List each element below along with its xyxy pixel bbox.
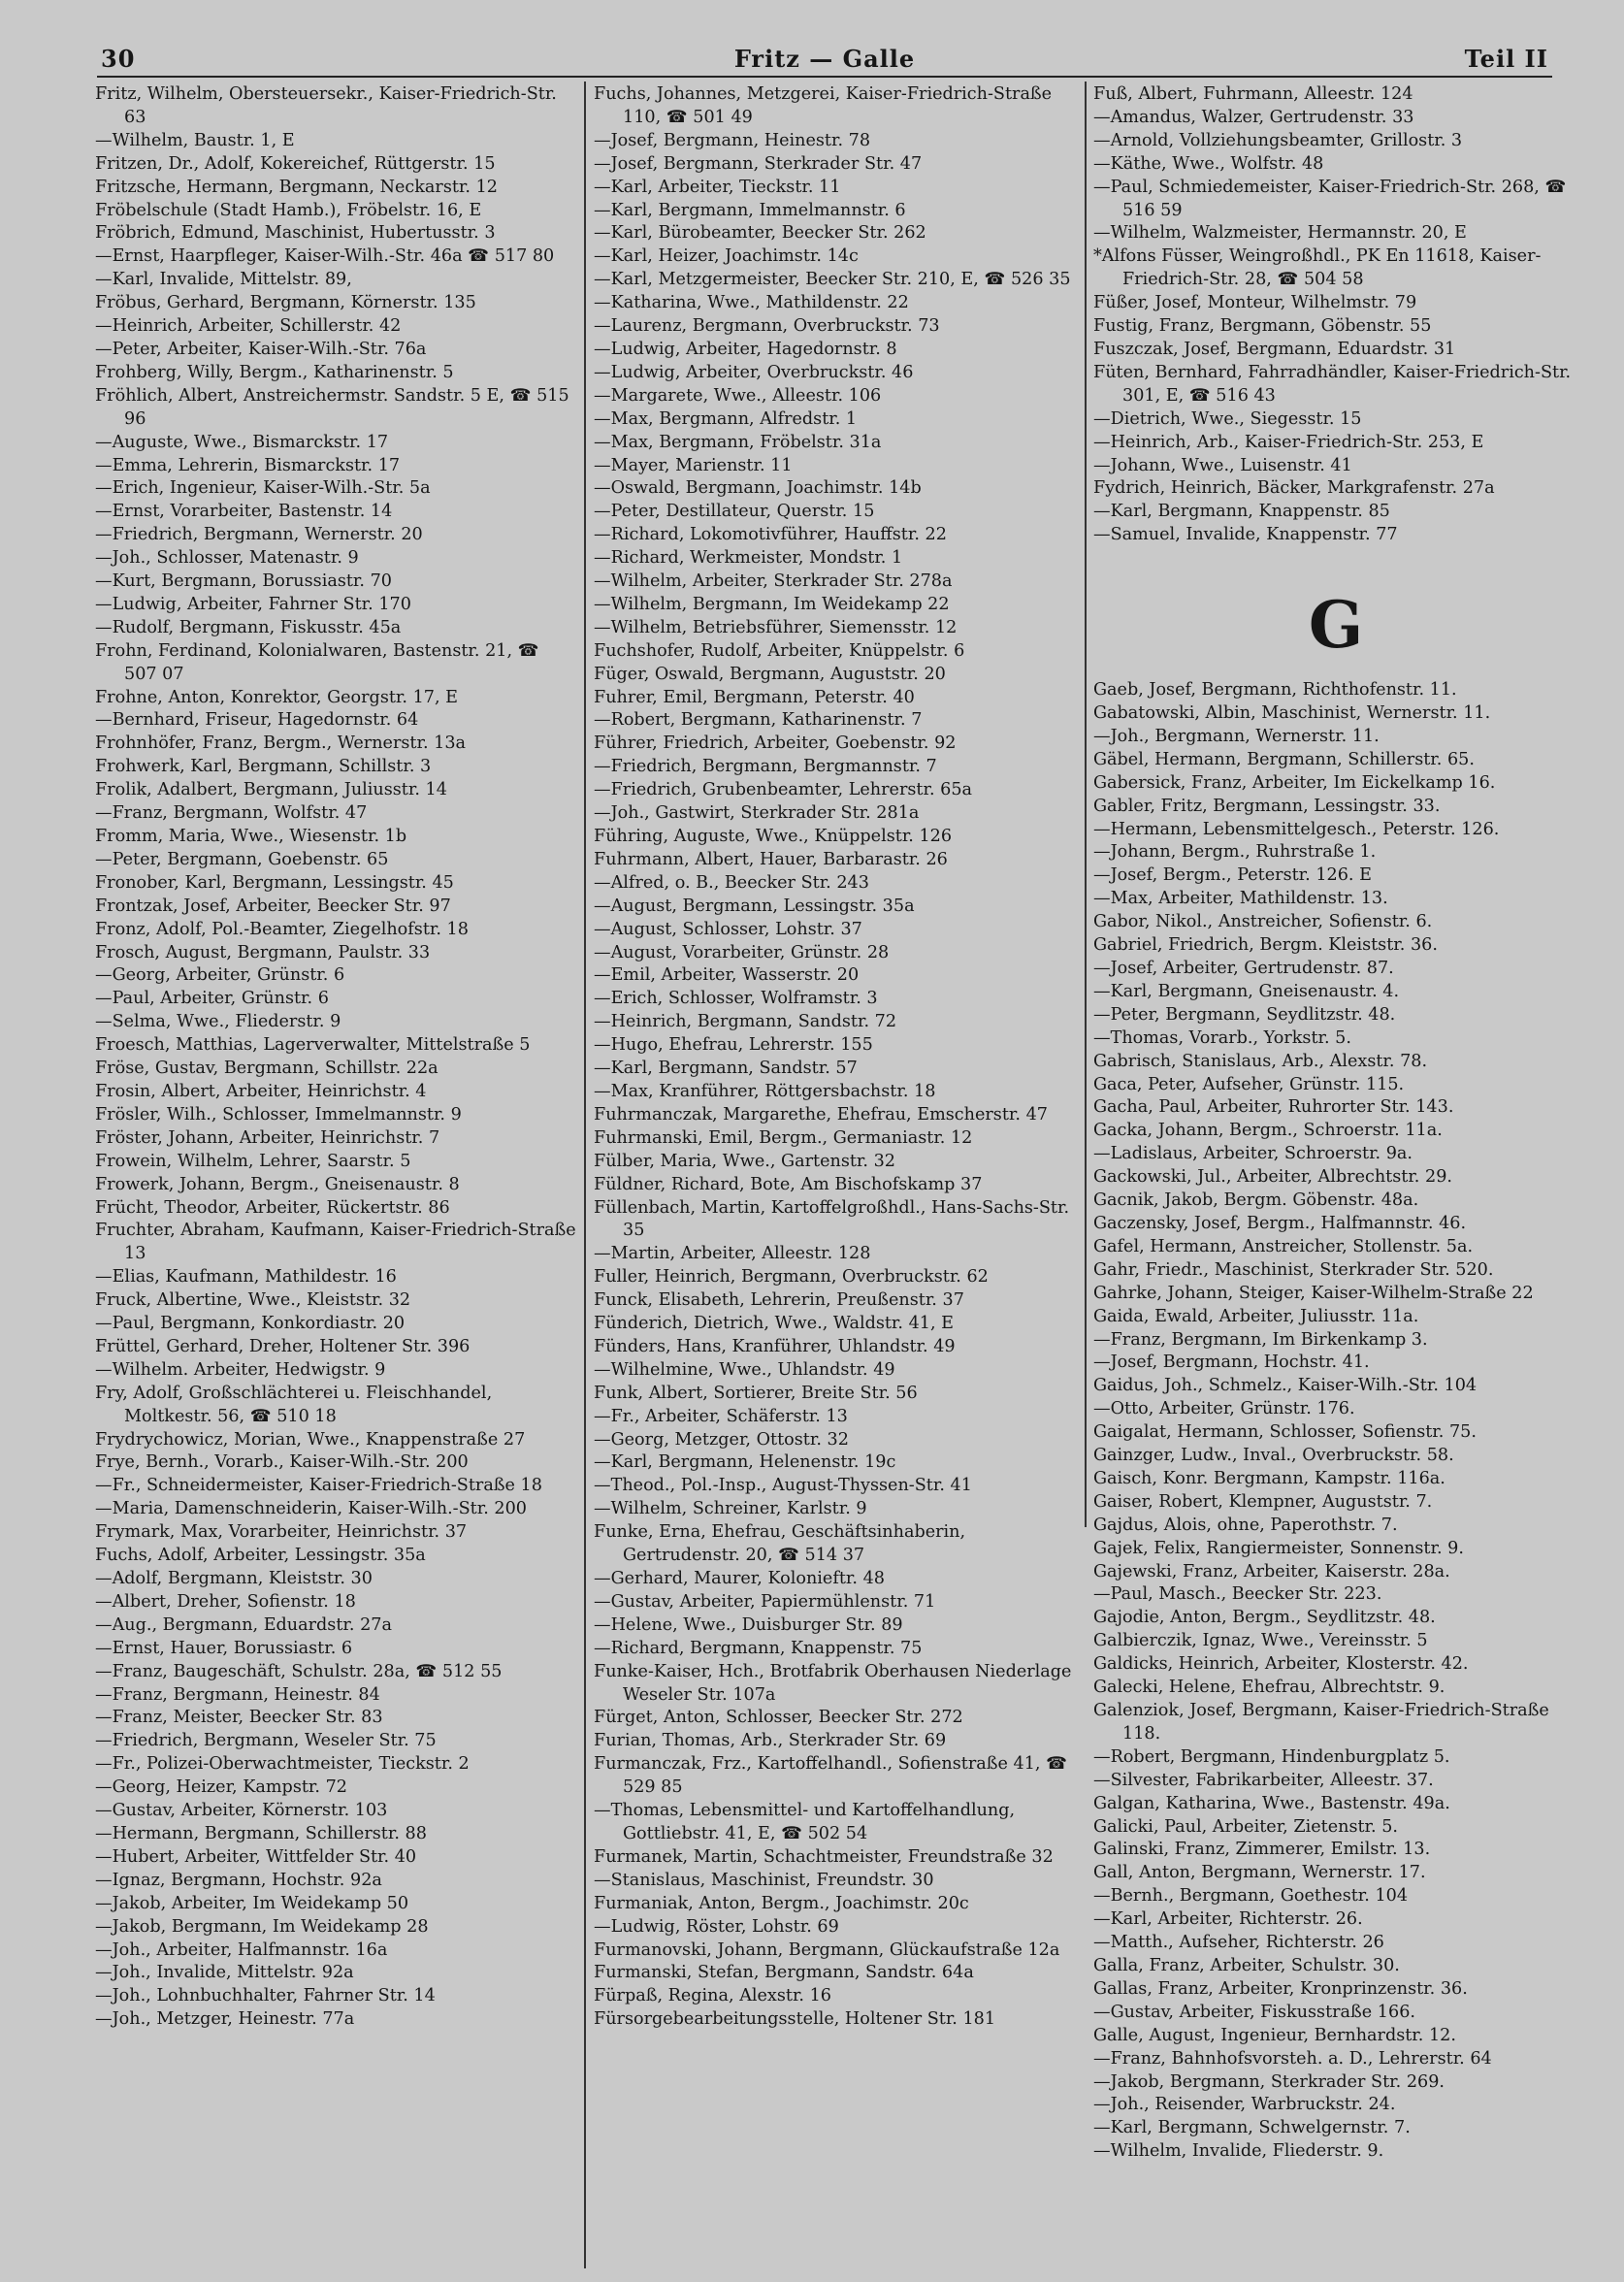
column-1 bbox=[95, 83, 576, 2266]
directory-entry: Frye, Bernh., Vorarb., Kaiser-Wilh.-Str. 200 bbox=[95, 1452, 469, 1473]
directory-entry: —Ignaz, Bergmann, Hochstr. 92a bbox=[95, 1870, 382, 1890]
directory-entry: —Richard, Werkmeister, Mondstr. 1 bbox=[594, 548, 903, 569]
directory-entry: Fritzen, Dr., Adolf, Kokereichef, Rüttgerstr. 15 bbox=[95, 153, 496, 174]
directory-entry: —Arnold, Vollziehungsbeamter, Grillostr. 3 bbox=[1093, 130, 1463, 150]
directory-entry: Füldner, Richard, Bote, Am Bischofskamp 37 bbox=[594, 1174, 983, 1194]
directory-entry: Furmaniak, Anton, Bergm., Joachimstr. 20c bbox=[594, 1893, 969, 1913]
directory-entry: —Friedrich, Bergmann, Bergmannstr. 7 bbox=[594, 757, 937, 777]
directory-entry: Fülber, Maria, Wwe., Gartenstr. 32 bbox=[594, 1151, 895, 1171]
directory-entry: Gaida, Ewald, Arbeiter, Juliusstr. 11a. bbox=[1093, 1306, 1419, 1326]
directory-entry: —Thomas, Lebensmittel- und Kartoffelhandlung, Gottliebstr. 41, E, ☎ 502 54 bbox=[594, 1801, 1016, 1843]
directory-entry: Frosch, August, Bergmann, Paulstr. 33 bbox=[95, 942, 431, 962]
column-3-top bbox=[1093, 83, 1578, 547]
directory-entry: Frymark, Max, Vorarbeiter, Heinrichstr. 37 bbox=[95, 1522, 468, 1543]
directory-entry: Fünderich, Dietrich, Wwe., Waldstr. 41, E bbox=[594, 1314, 955, 1334]
directory-entry: —Joh., Arbeiter, Halfmannstr. 16a bbox=[95, 1940, 388, 1960]
directory-entry: Galbierczik, Ignaz, Wwe., Vereinsstr. 5 bbox=[1093, 1631, 1428, 1651]
directory-entry: —Georg, Heizer, Kampstr. 72 bbox=[95, 1777, 347, 1798]
directory-entry: —Theod., Pol.-Insp., August-Thyssen-Str. 41 bbox=[594, 1476, 972, 1496]
directory-entry: —Wilhelm, Schreiner, Karlstr. 9 bbox=[594, 1499, 867, 1519]
directory-entry: —Wilhelm. Arbeiter, Hedwigstr. 9 bbox=[95, 1359, 386, 1380]
directory-entry: —Hermann, Lebensmittelgesch., Peterstr. 126. bbox=[1093, 819, 1500, 839]
directory-entry: —Karl, Heizer, Joachimstr. 14c bbox=[594, 246, 859, 267]
directory-entry: —Silvester, Fabrikarbeiter, Alleestr. 37. bbox=[1093, 1770, 1434, 1790]
page-number: 30 bbox=[101, 45, 136, 73]
directory-entry: Gäbel, Hermann, Bergmann, Schillerstr. 65. bbox=[1093, 749, 1475, 769]
directory-entry: Gajodie, Anton, Bergm., Seydlitzstr. 48. bbox=[1093, 1608, 1436, 1628]
directory-entry: Fustig, Franz, Bergmann, Göbenstr. 55 bbox=[1093, 316, 1432, 337]
directory-entry: Galinski, Franz, Zimmerer, Emilstr. 13. bbox=[1093, 1840, 1431, 1860]
directory-entry: Gabriel, Friedrich, Bergm. Kleiststr. 36. bbox=[1093, 935, 1438, 956]
directory-entry: —Josef, Arbeiter, Gertrudenstr. 87. bbox=[1093, 959, 1394, 978]
directory-entry: Gaisch, Konr. Bergmann, Kampstr. 116a. bbox=[1093, 1468, 1445, 1488]
directory-entry: Froesch, Matthias, Lagerverwalter, Mittelstraße 5 bbox=[95, 1035, 531, 1056]
directory-entry: —Karl, Bergmann, Schwelgernstr. 7. bbox=[1093, 2118, 1411, 2138]
directory-entry: Fuszczak, Josef, Bergmann, Eduardstr. 31 bbox=[1093, 339, 1456, 359]
directory-entry: —Paul, Schmiedemeister, Kaiser-Friedrich-Str. 268, ☎ 516 59 bbox=[1093, 177, 1567, 220]
directory-entry: —Franz, Bergmann, Im Birkenkamp 3. bbox=[1093, 1329, 1428, 1350]
directory-entry: —Friedrich, Grubenbeamter, Lehrerstr. 65a bbox=[594, 780, 973, 800]
directory-entry: —Wilhelm, Walzmeister, Hermannstr. 20, E bbox=[1093, 223, 1467, 244]
directory-entry: —Richard, Bergmann, Knappenstr. 75 bbox=[594, 1638, 923, 1658]
directory-entry: Galdicks, Heinrich, Arbeiter, Klosterstr. 42. bbox=[1093, 1654, 1469, 1675]
directory-entry: —Elias, Kaufmann, Mathildestr. 16 bbox=[95, 1267, 397, 1288]
directory-entry: —Thomas, Vorarb., Yorkstr. 5. bbox=[1093, 1027, 1351, 1048]
directory-entry: —Ludwig, Arbeiter, Fahrner Str. 170 bbox=[95, 594, 411, 614]
directory-entry: —Mayer, Marienstr. 11 bbox=[594, 455, 793, 475]
directory-entry: —Franz, Meister, Beecker Str. 83 bbox=[95, 1708, 383, 1728]
directory-entry: —Peter, Bergmann, Goebenstr. 65 bbox=[95, 849, 389, 869]
directory-entry: —Katharina, Wwe., Mathildenstr. 22 bbox=[594, 293, 909, 313]
directory-entry: Frösler, Wilh., Schlosser, Immelmannstr. 9 bbox=[95, 1104, 462, 1125]
directory-entry: —Peter, Arbeiter, Kaiser-Wilh.-Str. 76a bbox=[95, 339, 427, 359]
directory-entry: —Rudolf, Bergmann, Fiskusstr. 45a bbox=[95, 617, 402, 637]
directory-entry: Fry, Adolf, Großschlächterei u. Fleischhandel, Moltkestr. 56, ☎ 510 18 bbox=[95, 1383, 493, 1426]
directory-entry: Führing, Auguste, Wwe., Knüppelstr. 126 bbox=[594, 827, 953, 846]
directory-entry: —Josef, Bergm., Peterstr. 126. E bbox=[1093, 865, 1372, 886]
directory-entry: —Heinrich, Bergmann, Sandstr. 72 bbox=[594, 1012, 897, 1032]
directory-entry: Gacha, Paul, Arbeiter, Ruhrorter Str. 143. bbox=[1093, 1097, 1454, 1118]
directory-entry: Gall, Anton, Bergmann, Wernerstr. 17. bbox=[1093, 1863, 1426, 1883]
directory-entry: Gaidus, Joh., Schmelz., Kaiser-Wilh.-Str. 104 bbox=[1093, 1376, 1478, 1396]
directory-entry: Gaca, Peter, Aufseher, Grünstr. 115. bbox=[1093, 1074, 1405, 1094]
directory-entry: Fürget, Anton, Schlosser, Beecker Str. 272 bbox=[594, 1708, 963, 1728]
directory-entry: Gaczensky, Josef, Bergm., Halfmannstr. 46. bbox=[1093, 1213, 1467, 1233]
directory-entry: —Amandus, Walzer, Gertrudenstr. 33 bbox=[1093, 107, 1414, 127]
directory-entry: Frohnhöfer, Franz, Bergm., Wernerstr. 13a bbox=[95, 734, 467, 754]
directory-entry: Galicki, Paul, Arbeiter, Zietenstr. 5. bbox=[1093, 1816, 1398, 1837]
directory-entry: Fruck, Albertine, Wwe., Kleiststr. 32 bbox=[95, 1290, 411, 1311]
directory-entry: —Joh., Lohnbuchhalter, Fahrner Str. 14 bbox=[95, 1986, 436, 2006]
directory-entry: —Alfred, o. B., Beecker Str. 243 bbox=[594, 872, 869, 893]
directory-entry: Fuhrer, Emil, Bergmann, Peterstr. 40 bbox=[594, 687, 915, 707]
directory-entry: Gacka, Johann, Bergm., Schroerstr. 11a. bbox=[1093, 1121, 1443, 1141]
directory-entry: —Max, Arbeiter, Mathildenstr. 13. bbox=[1093, 889, 1388, 909]
directory-entry: —Karl, Bergmann, Sandstr. 57 bbox=[594, 1059, 858, 1079]
directory-entry: Frosin, Albert, Arbeiter, Heinrichstr. 4 bbox=[95, 1081, 427, 1101]
directory-entry: —Franz, Baugeschäft, Schulstr. 28a, ☎ 512 55 bbox=[95, 1661, 503, 1681]
directory-entry: —Adolf, Bergmann, Kleiststr. 30 bbox=[95, 1569, 373, 1588]
directory-entry: —Ernst, Vorarbeiter, Bastenstr. 14 bbox=[95, 502, 393, 522]
directory-entry: —Fr., Arbeiter, Schäferstr. 13 bbox=[594, 1406, 848, 1426]
directory-entry: —Robert, Bergmann, Katharinenstr. 7 bbox=[594, 710, 923, 731]
directory-entry: Fronober, Karl, Bergmann, Lessingstr. 45 bbox=[95, 872, 454, 893]
directory-entry: Gabersick, Franz, Arbeiter, Im Eickelkamp 16. bbox=[1093, 772, 1496, 793]
directory-entry: —Karl, Arbeiter, Richterstr. 26. bbox=[1093, 1909, 1363, 1930]
directory-entry: —Karl, Bergmann, Immelmannstr. 6 bbox=[594, 200, 906, 220]
directory-entry: Frohne, Anton, Konrektor, Georgstr. 17, E bbox=[95, 687, 458, 707]
directory-entry: —Karl, Arbeiter, Tieckstr. 11 bbox=[594, 177, 841, 197]
directory-entry: Frowerk, Johann, Bergm., Gneisenaustr. 8 bbox=[95, 1174, 460, 1194]
directory-entry: Fröbelschule (Stadt Hamb.), Fröbelstr. 16, E bbox=[95, 200, 482, 220]
directory-entry: —Max, Kranführer, Röttgersbachstr. 18 bbox=[594, 1081, 936, 1101]
column-3-bottom bbox=[1093, 679, 1578, 2164]
directory-entry: —Josef, Bergmann, Heinestr. 78 bbox=[594, 130, 871, 150]
directory-entry: —Fr., Polizei-Oberwachtmeister, Tieckstr. 2 bbox=[95, 1754, 470, 1775]
directory-entry: Fronz, Adolf, Pol.-Beamter, Ziegelhofstr. 18 bbox=[95, 919, 469, 939]
directory-entry: —Karl, Metzgermeister, Beecker Str. 210, E, ☎ 526 35 bbox=[594, 270, 1071, 290]
directory-entry: —Jakob, Bergmann, Im Weidekamp 28 bbox=[95, 1916, 429, 1937]
directory-entry: —Wilhelmine, Wwe., Uhlandstr. 49 bbox=[594, 1359, 895, 1380]
directory-entry: —Franz, Bahnhofsvorsteh. a. D., Lehrerstr. 64 bbox=[1093, 2048, 1492, 2069]
directory-entry: Gahr, Friedr., Maschinist, Sterkrader Str. 520. bbox=[1093, 1259, 1494, 1280]
directory-entry: —Georg, Metzger, Ottostr. 32 bbox=[594, 1429, 849, 1450]
directory-entry: Gaiser, Robert, Klempner, Auguststr. 7. bbox=[1093, 1491, 1433, 1512]
directory-entry: —Stanislaus, Maschinist, Freundstr. 30 bbox=[594, 1870, 934, 1890]
directory-entry: Gaigalat, Hermann, Schlosser, Sofienstr. 75. bbox=[1093, 1422, 1477, 1443]
directory-entry: —Franz, Bergmann, Wolfstr. 47 bbox=[95, 803, 368, 824]
directory-entry: Furmanek, Martin, Schachtmeister, Freundstraße 32 bbox=[594, 1846, 1054, 1867]
directory-entry: —Oswald, Bergmann, Joachimstr. 14b bbox=[594, 478, 922, 499]
directory-entry: —Ernst, Hauer, Borussiastr. 6 bbox=[95, 1638, 353, 1658]
directory-entry: Galle, August, Ingenieur, Bernhardstr. 12. bbox=[1093, 2025, 1456, 2045]
directory-entry: —Jakob, Bergmann, Sterkrader Str. 269. bbox=[1093, 2071, 1445, 2092]
directory-entry: —Ludwig, Arbeiter, Hagedornstr. 8 bbox=[594, 339, 897, 359]
directory-entry: Gaeb, Josef, Bergmann, Richthofenstr. 11. bbox=[1093, 680, 1457, 701]
directory-entry: —Samuel, Invalide, Knappenstr. 77 bbox=[1093, 525, 1398, 545]
directory-entry: —Helene, Wwe., Duisburger Str. 89 bbox=[594, 1614, 903, 1635]
directory-entry: —Erich, Schlosser, Wolframstr. 3 bbox=[594, 989, 878, 1009]
directory-entry: Früttel, Gerhard, Dreher, Holtener Str. 396 bbox=[95, 1336, 471, 1356]
directory-entry: Galenziok, Josef, Bergmann, Kaiser-Friedrich-Straße 118. bbox=[1093, 1701, 1549, 1744]
directory-entry: Galla, Franz, Arbeiter, Schulstr. 30. bbox=[1093, 1955, 1400, 1975]
directory-entry: Gahrke, Johann, Steiger, Kaiser-Wilhelm-Straße 22 bbox=[1093, 1283, 1534, 1303]
directory-entry: Gabor, Nikol., Anstreicher, Sofienstr. 6. bbox=[1093, 912, 1433, 932]
directory-entry: —August, Bergmann, Lessingstr. 35a bbox=[594, 896, 915, 916]
directory-entry: —Josef, Bergmann, Sterkrader Str. 47 bbox=[594, 153, 923, 174]
directory-entry: —Maria, Damenschneiderin, Kaiser-Wilh.-Str. 200 bbox=[95, 1499, 527, 1519]
directory-entry: —Heinrich, Arb., Kaiser-Friedrich-Str. 253, E bbox=[1093, 432, 1484, 452]
section-letter: G bbox=[1308, 587, 1364, 664]
directory-entry: Gajek, Felix, Rangiermeister, Sonnenstr. 9. bbox=[1093, 1538, 1464, 1558]
directory-entry: Gajewski, Franz, Arbeiter, Kaiserstr. 28a. bbox=[1093, 1561, 1450, 1581]
directory-entry: Fuchshofer, Rudolf, Arbeiter, Knüppelstr. 6 bbox=[594, 640, 965, 661]
directory-entry: Fuhrmanski, Emil, Bergm., Germaniastr. 12 bbox=[594, 1127, 973, 1148]
directory-entry: —Robert, Bergmann, Hindenburgplatz 5. bbox=[1093, 1746, 1450, 1767]
directory-entry: Fuhrmann, Albert, Hauer, Barbarastr. 26 bbox=[594, 849, 948, 869]
directory-entry: —Karl, Invalide, Mittelstr. 89, bbox=[95, 270, 352, 290]
directory-entry: —Emil, Arbeiter, Wasserstr. 20 bbox=[594, 965, 860, 986]
directory-entry: Fromm, Maria, Wwe., Wiesenstr. 1b bbox=[95, 827, 407, 846]
directory-entry: Füten, Bernhard, Fahrradhändler, Kaiser-Friedrich-Str. 301, E, ☎ 516 43 bbox=[1093, 362, 1572, 406]
directory-entry: —Bernh., Bergmann, Goethestr. 104 bbox=[1093, 1886, 1409, 1907]
directory-entry: Gallas, Franz, Arbeiter, Kronprinzenstr. 36. bbox=[1093, 1978, 1468, 1999]
directory-entry: Gafel, Hermann, Anstreicher, Stollenstr. 5a. bbox=[1093, 1236, 1474, 1256]
directory-entry: Fuhrmanczak, Margarethe, Ehefrau, Emscherstr. 47 bbox=[594, 1104, 1048, 1125]
directory-entry: —Hubert, Arbeiter, Wittfelder Str. 40 bbox=[95, 1846, 417, 1867]
directory-entry: Furmanczak, Frz., Kartoffelhandl., Sofienstraße 41, ☎ 529 85 bbox=[594, 1754, 1068, 1798]
directory-entry: —Wilhelm, Bergmann, Im Weidekamp 22 bbox=[594, 594, 950, 614]
directory-entry: —Georg, Arbeiter, Grünstr. 6 bbox=[95, 965, 345, 986]
directory-entry: Frohberg, Willy, Bergm., Katharinenstr. 5 bbox=[95, 362, 454, 382]
directory-entry: —Gerhard, Maurer, Kolonieftr. 48 bbox=[594, 1569, 885, 1588]
page-title: Fritz — Galle bbox=[733, 45, 916, 73]
directory-entry: —Erich, Ingenieur, Kaiser-Wilh.-Str. 5a bbox=[95, 478, 431, 499]
directory-entry: —Joh., Bergmann, Wernerstr. 11. bbox=[1093, 726, 1380, 746]
directory-entry: —Otto, Arbeiter, Grünstr. 176. bbox=[1093, 1399, 1355, 1419]
directory-entry: —Wilhelm, Baustr. 1, E bbox=[95, 130, 295, 150]
directory-entry: Fuß, Albert, Fuhrmann, Alleestr. 124 bbox=[1093, 84, 1413, 104]
directory-entry: Füger, Oswald, Bergmann, Auguststr. 20 bbox=[594, 664, 946, 684]
directory-entry: Fünders, Hans, Kranführer, Uhlandstr. 49 bbox=[594, 1336, 956, 1356]
directory-entry: Galgan, Katharina, Wwe., Bastenstr. 49a. bbox=[1093, 1793, 1450, 1813]
directory-entry: —Hermann, Bergmann, Schillerstr. 88 bbox=[95, 1823, 427, 1843]
directory-entry: —Karl, Bürobeamter, Beecker Str. 262 bbox=[594, 223, 926, 244]
part-label: Teil II bbox=[1464, 45, 1548, 73]
column-2 bbox=[594, 83, 1077, 2266]
directory-entry: Fritzsche, Hermann, Bergmann, Neckarstr. 12 bbox=[95, 177, 498, 197]
directory-entry: —Ernst, Haarpfleger, Kaiser-Wilh.-Str. 46a ☎ 517 80 bbox=[95, 246, 555, 267]
directory-entry: —Karl, Bergmann, Helenenstr. 19c bbox=[594, 1452, 896, 1473]
directory-entry: *Alfons Füsser, Weingroßhdl., PK En 11618, Kaiser-Friedrich-Str. 28, ☎ 504 58 bbox=[1093, 246, 1542, 290]
directory-entry: Fydrich, Heinrich, Bäcker, Markgrafenstr. 27a bbox=[1093, 478, 1495, 499]
directory-entry: —Wilhelm, Betriebsführer, Siemensstr. 12 bbox=[594, 617, 958, 637]
directory-entry: Füßer, Josef, Monteur, Wilhelmstr. 79 bbox=[1093, 293, 1417, 313]
directory-entry: Funck, Elisabeth, Lehrerin, Preußenstr. 37 bbox=[594, 1290, 964, 1311]
directory-entry: —Friedrich, Bergmann, Wernerstr. 20 bbox=[95, 525, 423, 545]
directory-entry: —Joh., Schlosser, Matenastr. 9 bbox=[95, 548, 359, 569]
directory-entry: Fürpaß, Regina, Alexstr. 16 bbox=[594, 1986, 832, 2006]
directory-entry: Funk, Albert, Sortierer, Breite Str. 56 bbox=[594, 1383, 918, 1403]
directory-entry: —Ludwig, Röster, Lohstr. 69 bbox=[594, 1916, 839, 1937]
directory-entry: —Josef, Bergmann, Hochstr. 41. bbox=[1093, 1353, 1370, 1373]
directory-entry: Frydrychowicz, Morian, Wwe., Knappenstraße 27 bbox=[95, 1429, 526, 1450]
directory-entry: Gainzger, Ludw., Inval., Overbruckstr. 58. bbox=[1093, 1446, 1454, 1466]
directory-entry: —Selma, Wwe., Fliederstr. 9 bbox=[95, 1012, 341, 1032]
directory-entry: Fröhlich, Albert, Anstreichermstr. Sandstr. 5 E, ☎ 515 96 bbox=[95, 385, 569, 429]
column-divider bbox=[584, 82, 586, 2268]
directory-entry: —Kurt, Bergmann, Borussiastr. 70 bbox=[95, 571, 392, 592]
directory-entry: —Gustav, Arbeiter, Fiskusstraße 166. bbox=[1093, 2002, 1415, 2022]
directory-entry: Führer, Friedrich, Arbeiter, Goebenstr. 92 bbox=[594, 734, 957, 754]
directory-entry: —Johann, Wwe., Luisenstr. 41 bbox=[1093, 455, 1352, 475]
directory-entry: Fruchter, Abraham, Kaufmann, Kaiser-Friedrich-Straße 13 bbox=[95, 1221, 576, 1264]
directory-entry: —Ludwig, Arbeiter, Overbruckstr. 46 bbox=[594, 362, 914, 382]
directory-entry: —Paul, Arbeiter, Grünstr. 6 bbox=[95, 989, 329, 1009]
directory-entry: —Paul, Bergmann, Konkordiastr. 20 bbox=[95, 1314, 406, 1334]
directory-entry: Fröster, Johann, Arbeiter, Heinrichstr. 7 bbox=[95, 1127, 440, 1148]
directory-entry: —Peter, Destillateur, Querstr. 15 bbox=[594, 502, 875, 522]
directory-entry: —Margarete, Wwe., Alleestr. 106 bbox=[594, 385, 882, 406]
directory-entry: Frücht, Theodor, Arbeiter, Rückertstr. 86 bbox=[95, 1197, 450, 1218]
directory-entry: —Aug., Bergmann, Eduardstr. 27a bbox=[95, 1614, 392, 1635]
directory-entry: —Jakob, Arbeiter, Im Weidekamp 50 bbox=[95, 1893, 409, 1913]
directory-entry: Füllenbach, Martin, Kartoffelgroßhdl., Hans-Sachs-Str. 35 bbox=[594, 1197, 1070, 1241]
directory-entry: Fritz, Wilhelm, Obersteuersekr., Kaiser-Friedrich-Str. 63 bbox=[95, 84, 557, 127]
directory-entry: —Fr., Schneidermeister, Kaiser-Friedrich-Straße 18 bbox=[95, 1476, 542, 1496]
directory-entry: —Franz, Bergmann, Heinestr. 84 bbox=[95, 1684, 380, 1705]
directory-entry: —Peter, Bergmann, Seydlitzstr. 48. bbox=[1093, 1004, 1396, 1025]
directory-entry: Gajdus, Alois, ohne, Paperothstr. 7. bbox=[1093, 1515, 1398, 1535]
directory-entry: —August, Schlosser, Lohstr. 37 bbox=[594, 919, 862, 939]
directory-entry: Fuller, Heinrich, Bergmann, Overbruckstr. 62 bbox=[594, 1267, 989, 1288]
directory-entry: Fürsorgebearbeitungsstelle, Holtener Str. 181 bbox=[594, 2009, 996, 2030]
directory-entry: —Paul, Masch., Beecker Str. 223. bbox=[1093, 1584, 1382, 1605]
column-divider bbox=[1085, 82, 1087, 1527]
directory-entry: Frowein, Wilhelm, Lehrer, Saarstr. 5 bbox=[95, 1151, 411, 1171]
directory-entry: Gabler, Fritz, Bergmann, Lessingstr. 33. bbox=[1093, 796, 1441, 816]
directory-entry: —Auguste, Wwe., Bismarckstr. 17 bbox=[95, 432, 389, 452]
directory-entry: Fuchs, Adolf, Arbeiter, Lessingstr. 35a bbox=[95, 1546, 426, 1566]
directory-entry: Fröbrich, Edmund, Maschinist, Hubertusstr. 3 bbox=[95, 223, 496, 244]
directory-entry: Frohn, Ferdinand, Kolonialwaren, Bastenstr. 21, ☎ 507 07 bbox=[95, 640, 539, 684]
directory-entry: Funke-Kaiser, Hch., Brotfabrik Oberhausen Niederlage Weseler Str. 107a bbox=[594, 1661, 1072, 1705]
directory-entry: Gabatowski, Albin, Maschinist, Wernerstr. 11. bbox=[1093, 703, 1491, 724]
directory-entry: —Max, Bergmann, Fröbelstr. 31a bbox=[594, 432, 882, 452]
directory-entry: Furmanovski, Johann, Bergmann, Glückaufstraße 12a bbox=[594, 1940, 1060, 1960]
directory-entry: —Joh., Invalide, Mittelstr. 92a bbox=[95, 1963, 354, 1983]
directory-entry: —Karl, Bergmann, Knappenstr. 85 bbox=[1093, 502, 1390, 522]
directory-entry: —Wilhelm, Arbeiter, Sterkrader Str. 278a bbox=[594, 571, 953, 592]
directory-entry: —Matth., Aufseher, Richterstr. 26 bbox=[1093, 1933, 1384, 1953]
directory-entry: —Friedrich, Bergmann, Weseler Str. 75 bbox=[95, 1731, 437, 1751]
directory-entry: —Dietrich, Wwe., Siegesstr. 15 bbox=[1093, 408, 1362, 429]
directory-entry: —Laurenz, Bergmann, Overbruckstr. 73 bbox=[594, 316, 940, 337]
directory-entry: —Wilhelm, Invalide, Fliederstr. 9. bbox=[1093, 2141, 1384, 2162]
directory-entry: —Johann, Bergm., Ruhrstraße 1. bbox=[1093, 842, 1377, 863]
page-header bbox=[97, 43, 1552, 78]
directory-entry: Galecki, Helene, Ehefrau, Albrechtstr. 9. bbox=[1093, 1678, 1445, 1698]
directory-entry: Fuchs, Johannes, Metzgerei, Kaiser-Friedrich-Straße 110, ☎ 501 49 bbox=[594, 84, 1053, 127]
directory-entry: Gackowski, Jul., Arbeiter, Albrechtstr. 29. bbox=[1093, 1167, 1452, 1188]
directory-entry: —Max, Bergmann, Alfredstr. 1 bbox=[594, 408, 858, 429]
directory-entry: —Gustav, Arbeiter, Papiermühlenstr. 71 bbox=[594, 1591, 936, 1612]
directory-entry: Gacnik, Jakob, Bergm. Göbenstr. 48a. bbox=[1093, 1190, 1419, 1211]
directory-entry: Furmanski, Stefan, Bergmann, Sandstr. 64a bbox=[594, 1963, 974, 1983]
directory-entry: Frolik, Adalbert, Bergmann, Juliusstr. 14 bbox=[95, 780, 447, 800]
directory-entry: —Joh., Gastwirt, Sterkrader Str. 281a bbox=[594, 803, 920, 824]
directory-entry: Fröbus, Gerhard, Bergmann, Körnerstr. 135 bbox=[95, 293, 476, 313]
directory-entry: —Martin, Arbeiter, Alleestr. 128 bbox=[594, 1244, 871, 1264]
directory-entry: Fröse, Gustav, Bergmann, Schillstr. 22a bbox=[95, 1059, 438, 1079]
directory-entry: —Ladislaus, Arbeiter, Schroerstr. 9a. bbox=[1093, 1144, 1413, 1164]
directory-entry: —Richard, Lokomotivführer, Hauffstr. 22 bbox=[594, 525, 947, 545]
directory-entry: —Käthe, Wwe., Wolfstr. 48 bbox=[1093, 153, 1324, 174]
directory-entry: —Gustav, Arbeiter, Körnerstr. 103 bbox=[95, 1801, 388, 1821]
directory-entry: Frohwerk, Karl, Bergmann, Schillstr. 3 bbox=[95, 757, 432, 777]
directory-entry: —Karl, Bergmann, Gneisenaustr. 4. bbox=[1093, 981, 1400, 1001]
directory-entry: Frontzak, Josef, Arbeiter, Beecker Str. 97 bbox=[95, 896, 451, 916]
directory-entry: —Hugo, Ehefrau, Lehrerstr. 155 bbox=[594, 1035, 873, 1056]
directory-entry: —Bernhard, Friseur, Hagedornstr. 64 bbox=[95, 710, 419, 731]
directory-entry: Funke, Erna, Ehefrau, Geschäftsinhaberin, Gertrudenstr. 20, ☎ 514 37 bbox=[594, 1522, 966, 1566]
directory-entry: —Joh., Metzger, Heinestr. 77a bbox=[95, 2009, 355, 2030]
directory-entry: —Joh., Reisender, Warbruckstr. 24. bbox=[1093, 2095, 1396, 2115]
directory-entry: —Emma, Lehrerin, Bismarckstr. 17 bbox=[95, 455, 401, 475]
directory-entry: Gabrisch, Stanislaus, Arb., Alexstr. 78. bbox=[1093, 1051, 1428, 1071]
directory-entry: —August, Vorarbeiter, Grünstr. 28 bbox=[594, 942, 890, 962]
directory-entry: —Albert, Dreher, Sofienstr. 18 bbox=[95, 1591, 356, 1612]
directory-entry: Furian, Thomas, Arb., Sterkrader Str. 69 bbox=[594, 1731, 947, 1751]
column-3 bbox=[1093, 83, 1578, 2266]
directory-entry: —Heinrich, Arbeiter, Schillerstr. 42 bbox=[95, 316, 402, 337]
